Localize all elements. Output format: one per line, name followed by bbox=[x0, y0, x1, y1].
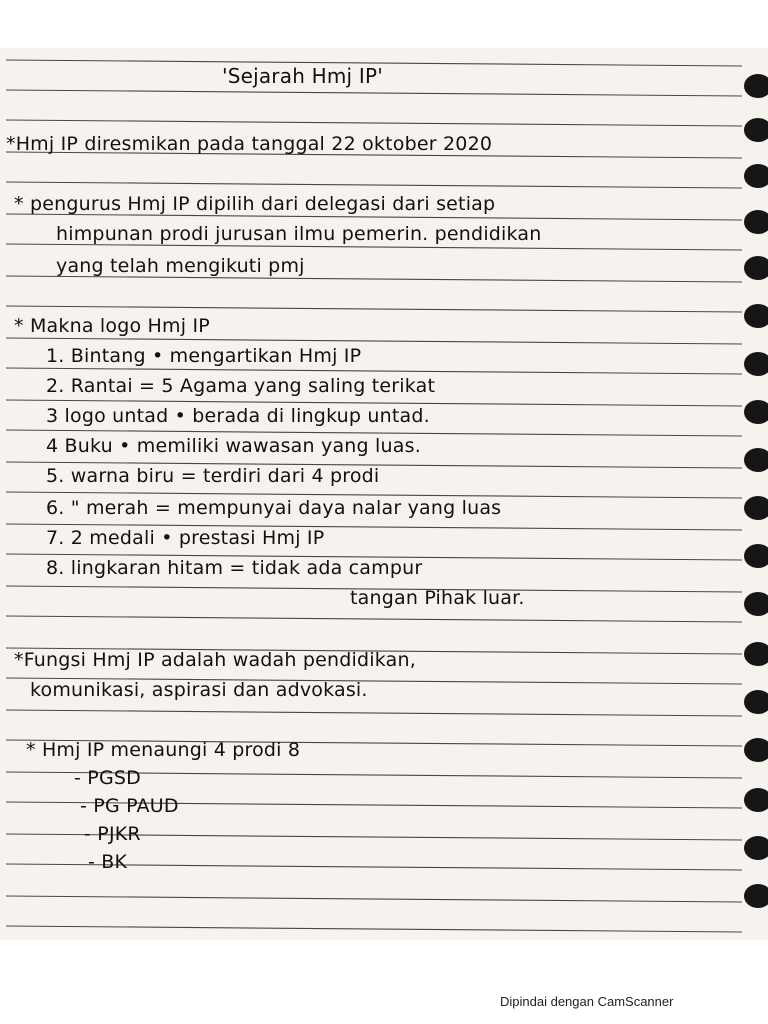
note-line-text: 6. " merah = mempunyai daya nalar yang luas bbox=[46, 497, 502, 519]
note-line-text: komunikasi, aspirasi dan advokasi. bbox=[30, 679, 368, 701]
note-line bbox=[0, 430, 740, 462]
note-line bbox=[0, 492, 740, 524]
note-line-text: 4 Buku • memiliki wawasan yang luas. bbox=[46, 435, 421, 457]
note-line-text: * Makna logo Hmj IP bbox=[14, 315, 210, 337]
note-line-text: 7. 2 medali • prestasi Hmj IP bbox=[46, 527, 325, 549]
note-line-text: * pengurus Hmj IP dipilih dari delegasi dari setiap bbox=[14, 193, 496, 215]
note-line bbox=[0, 370, 740, 402]
note-line bbox=[0, 128, 740, 160]
note-line-text: 2. Rantai = 5 Agama yang saling terikat bbox=[46, 375, 436, 397]
note-line-text: - BK bbox=[88, 851, 128, 873]
note-line bbox=[0, 522, 740, 554]
note-line bbox=[0, 400, 740, 432]
note-line-text: *Hmj IP diresmikan pada tanggal 22 oktober 2020 bbox=[6, 133, 493, 155]
note-line-text: * Hmj IP menaungi 4 prodi 8 bbox=[26, 739, 301, 761]
note-line-text: 5. warna biru = terdiri dari 4 prodi bbox=[46, 465, 380, 487]
scanner-watermark: Dipindai dengan CamScanner bbox=[500, 994, 674, 1009]
note-line-text: - PJKR bbox=[84, 823, 141, 845]
note-title-text: 'Sejarah Hmj IP' bbox=[222, 64, 383, 88]
note-line-text: - PG PAUD bbox=[80, 795, 179, 817]
note-line bbox=[0, 340, 740, 372]
note-line-text: 3 logo untad • berada di lingkup untad. bbox=[46, 405, 430, 427]
note-line-text: tangan Pihak luar. bbox=[350, 587, 525, 609]
note-line bbox=[0, 250, 740, 282]
note-line-text: *Fungsi Hmj IP adalah wadah pendidikan, bbox=[14, 649, 416, 671]
note-line-text: 1. Bintang • mengartikan Hmj IP bbox=[46, 345, 362, 367]
note-line bbox=[0, 310, 740, 342]
note-line-text: yang telah mengikuti pmj bbox=[56, 255, 305, 277]
note-line bbox=[0, 582, 740, 614]
note-line-text: 8. lingkaran hitam = tidak ada campur bbox=[46, 557, 423, 579]
note-line-text: himpunan prodi jurusan ilmu pemerin. pendidikan bbox=[56, 223, 542, 245]
note-line bbox=[0, 218, 740, 250]
note-line bbox=[0, 674, 740, 706]
note-line bbox=[0, 644, 740, 676]
note-line bbox=[0, 188, 740, 220]
note-title bbox=[0, 60, 740, 92]
note-line bbox=[0, 846, 740, 878]
note-line bbox=[0, 552, 740, 584]
notebook-page bbox=[0, 48, 768, 940]
note-line bbox=[0, 460, 740, 492]
note-line-text: - PGSD bbox=[74, 767, 141, 789]
